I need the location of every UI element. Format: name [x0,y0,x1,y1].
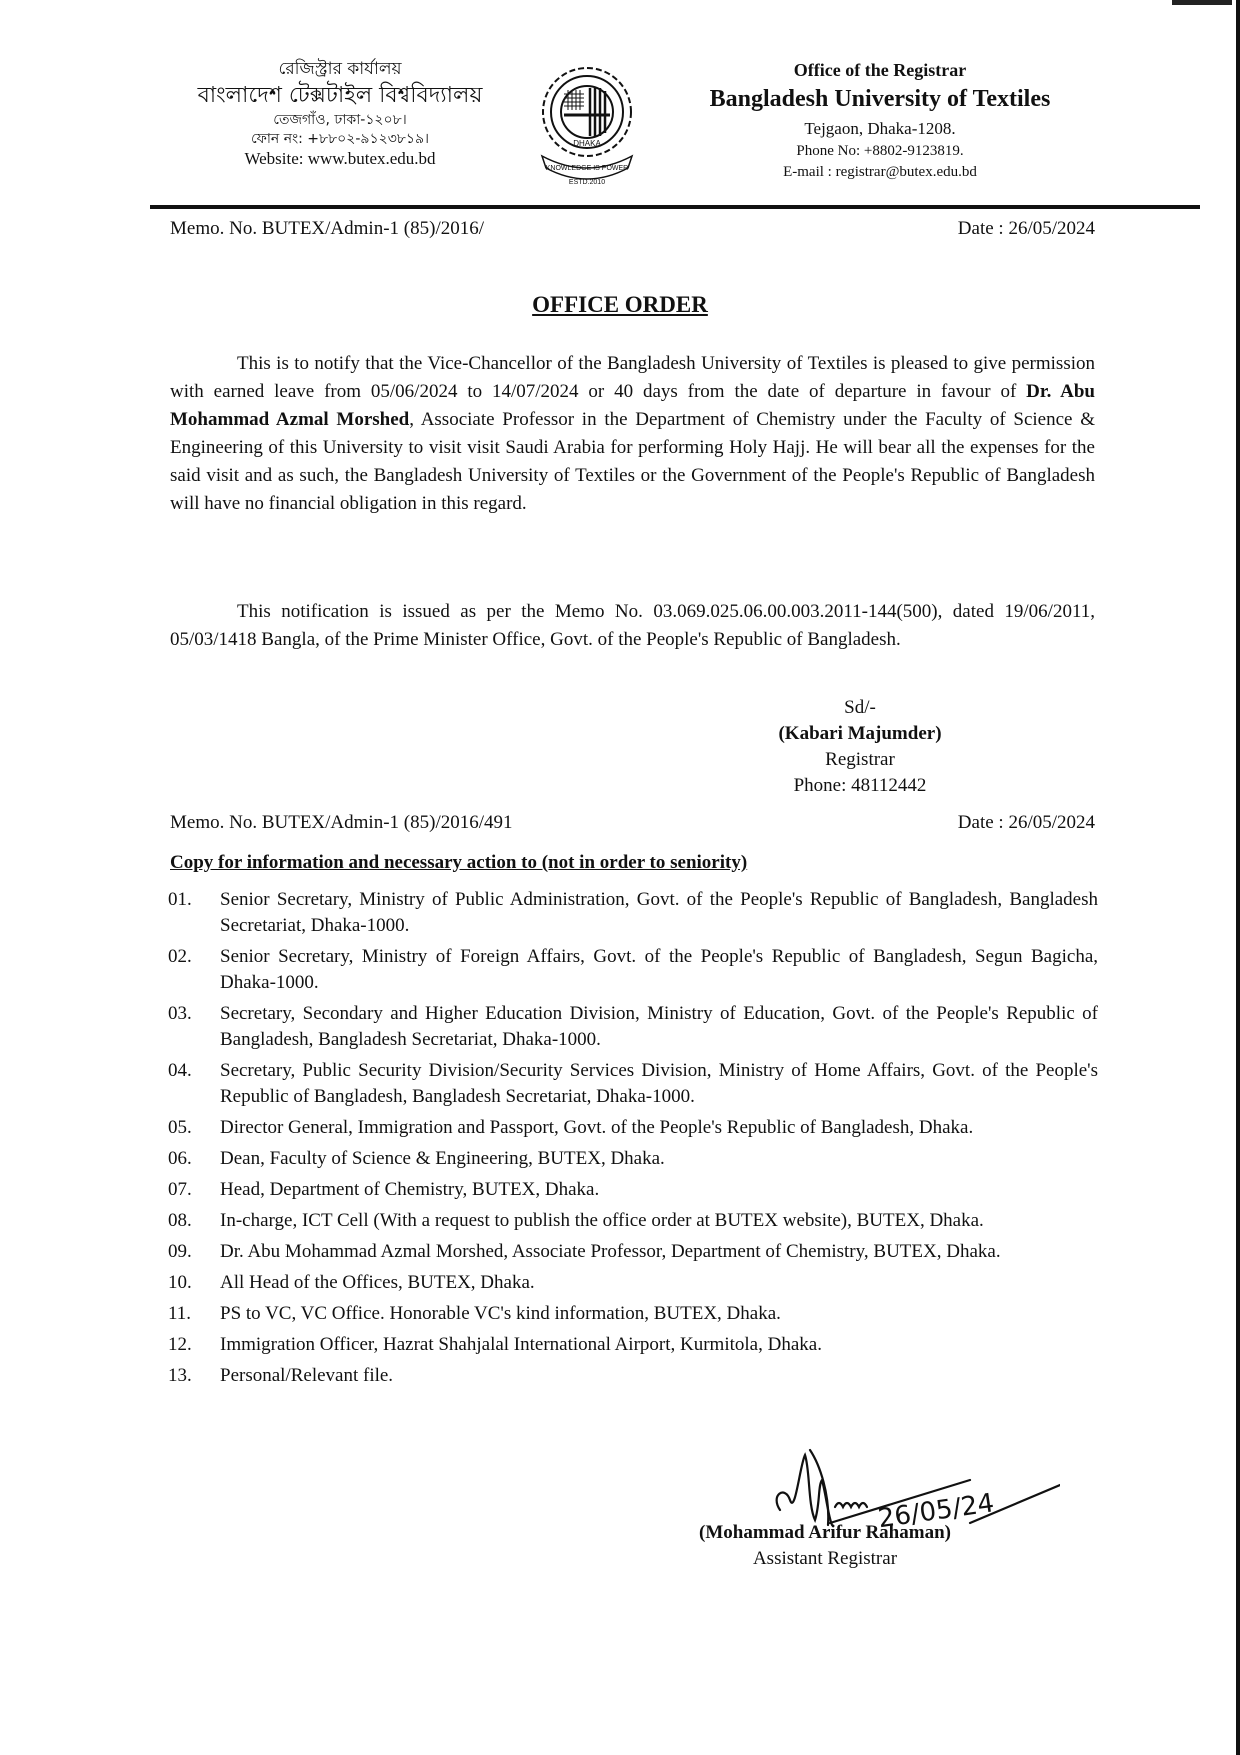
copy-heading: Copy for information and necessary action to (not in order to seniority) [170,852,748,873]
header-divider [150,205,1200,209]
item-recipient: In-charge, ICT Cell (With a request to publish the office order at BUTEX website), BUTEX, Dhaka. [220,1210,984,1231]
distribution-item [168,1001,1098,1053]
item-number: 05. [168,1117,192,1138]
item-number: 06. [168,1148,192,1169]
distribution-item [168,1301,1098,1327]
svg-text:KNOWLEDGE IS POWER: KNOWLEDGE IS POWER [545,165,629,172]
memo-date: Date : 26/05/2024 [957,812,1095,833]
svg-text:DHAKA: DHAKA [573,139,601,148]
distribution-item [168,1177,1098,1203]
order-paragraph [170,350,1095,518]
item-number: 11. [168,1303,192,1324]
memo-number: Memo. No. BUTEX/Admin-1 (85)/2016/491 [170,812,513,833]
distribution-item [168,887,1098,939]
svg-text:ESTD.2010: ESTD.2010 [568,179,606,186]
distribution-item [168,1208,1098,1234]
item-recipient: Dean, Faculty of Science & Engineering, BUTEX, Dhaka. [220,1148,665,1169]
item-number: 04. [168,1060,192,1081]
university-name: Bangladesh University of Textiles [709,86,1051,113]
memo-number: Memo. No. BUTEX/Admin-1 (85)/2016/ [170,218,485,239]
item-recipient: Head, Department of Chemistry, BUTEX, Dhaka. [220,1179,600,1200]
document-title: OFFICE ORDER [532,292,708,317]
distribution-item [168,1332,1098,1358]
bangla-address: তেজগাঁও, ঢাকা-১২০৮। [273,111,407,128]
item-recipient: Secretary, Secondary and Higher Education Division, Ministry of Education, Govt. of the People's Republic of Bangladesh, Bangladesh Secretariat, Dhaka-1000. [220,1003,1098,1050]
signed-mark: Sd/- [844,697,876,718]
english-letterhead [680,58,1080,183]
item-recipient: Dr. Abu Mohammad Azmal Morshed, Associate Professor, Department of Chemistry, BUTEX, Dhaka. [220,1241,1001,1262]
distribution-item [168,944,1098,996]
distribution-item [168,1058,1098,1110]
assistant-registrar-designation: Assistant Registrar [752,1548,898,1569]
item-recipient: All Head of the Offices, BUTEX, Dhaka. [220,1272,535,1293]
assistant-registrar-name: (Mohammad Arifur Rahaman) [699,1522,951,1543]
university-seal-icon [532,60,642,188]
scan-edge-top [1172,0,1232,5]
item-recipient: Secretary, Public Security Division/Security Services Division, Ministry of Home Affairs, Govt. of the People's Republic of Bangladesh, Bangladesh Secretariat, Dhaka-1000. [220,1060,1098,1107]
assistant-registrar-signature-block [660,1520,990,1572]
paragraph-text: , Associate Professor in the Department of Chemistry under the Faculty of Science & Engineering of this University to visit visit Saudi Arabia for performing Holy Hajj. He will bear all the expenses for the said visit and as such, the Bangladesh University of Textiles or the Government of the People's Republic of Bangladesh will have no financial obligation in this regard. [170,409,1096,514]
item-recipient: Director General, Immigration and Passport, Govt. of the People's Republic of Bangladesh, Dhaka. [220,1117,974,1138]
item-number: 08. [168,1210,192,1231]
memo-date: Date : 26/05/2024 [957,218,1095,239]
notification-paragraph: This notification is issued as per the Memo No. 03.069.025.06.00.003.2011-144(500), dated 19/06/2011, 05/03/1418 Bangla, of the Prime Minister Office, Govt. of the People's Republic of Bangladesh. [170,601,1095,650]
item-number: 07. [168,1179,192,1200]
bangla-phone: ফোন নং: +৮৮০২-৯১২৩৮১৯। [250,130,430,147]
registrar-phone: Phone: 48112442 [793,775,927,796]
item-recipient: Personal/Relevant file. [220,1365,394,1386]
svg-text:26/05/24: 26/05/24 [876,1488,997,1535]
distribution-item [168,1270,1098,1296]
item-number: 13. [168,1365,192,1386]
bangla-office: রেজিস্ট্রার কার্যালয় [278,59,402,79]
item-number: 10. [168,1272,192,1293]
memo-header [170,218,1095,240]
distribution-list [168,887,1098,1394]
item-number: 02. [168,946,192,967]
memo-footer [170,812,1095,834]
distribution-item [168,1115,1098,1141]
distribution-item [168,1239,1098,1265]
distribution-item [168,1146,1098,1172]
phone-number: Phone No: +8802-9123819. [796,142,964,159]
address: Tejgaon, Dhaka-1208. [804,118,956,138]
website: Website: www.butex.edu.bd [244,149,436,169]
item-number: 03. [168,1003,192,1024]
item-number: 01. [168,889,192,910]
item-number: 12. [168,1334,192,1355]
item-recipient: Immigration Officer, Hazrat Shahjalal International Airport, Kurmitola, Dhaka. [220,1334,822,1355]
item-recipient: PS to VC, VC Office. Honorable VC's kind information, BUTEX, Dhaka. [220,1303,781,1324]
scan-edge [1228,0,1240,1755]
registrar-signature-block [740,695,980,799]
item-recipient: Senior Secretary, Ministry of Foreign Affairs, Govt. of the People's Republic of Bangladesh, Segun Bagicha, Dhaka-1000. [220,946,1098,993]
email-address: E-mail : registrar@butex.edu.bd [783,163,977,180]
registrar-name: (Kabari Majumder) [778,723,942,744]
faculty-name: Dr. Abu Mohammad Azmal Morshed [170,381,1095,430]
distribution-item [168,1363,1098,1389]
item-recipient: Senior Secretary, Ministry of Public Administration, Govt. of the People's Republic of Bangladesh, Bangladesh Secretariat, Dhaka-1000. [220,889,1098,936]
bangla-letterhead [180,58,500,171]
bangla-university: বাংলাদেশ টেক্সটাইল বিশ্ববিদ্যালয় [197,82,483,108]
office-name: Office of the Registrar [793,60,967,80]
registrar-designation: Registrar [825,749,895,770]
paragraph-text: This is to notify that the Vice-Chancellor of the Bangladesh University of Textiles is pleased to give permission with earned leave from 05/06/2024 to 14/07/2024 or 40 days from the date of departure in favour of [170,353,1095,402]
item-number: 09. [168,1241,192,1262]
